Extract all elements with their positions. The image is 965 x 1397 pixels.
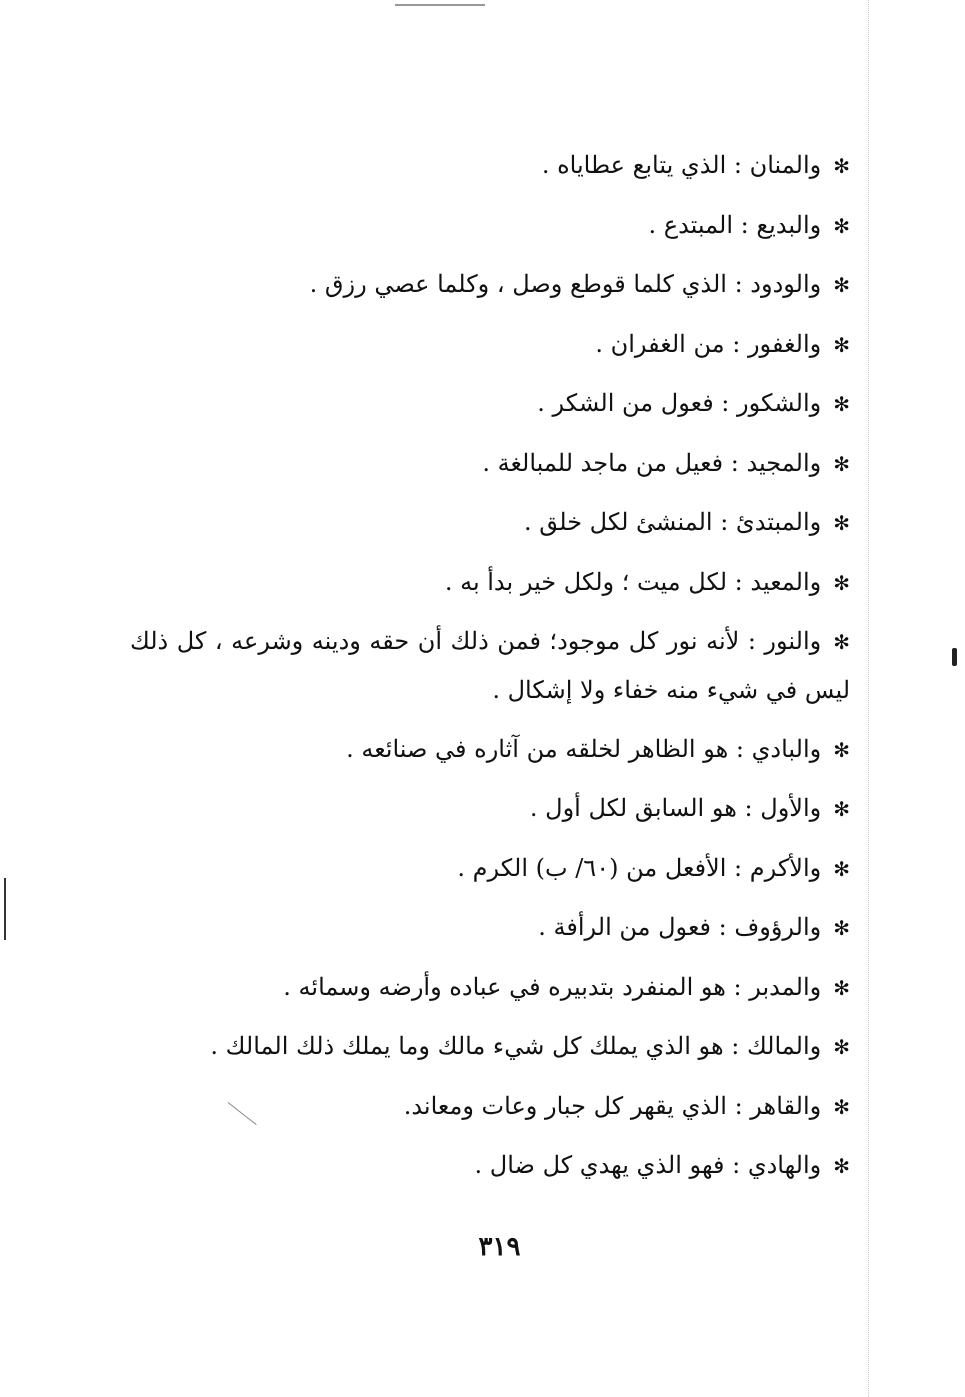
entry-ash-shakur: [130, 388, 850, 419]
entry-text: والمنان : الذي يتابع عطاياه .: [541, 151, 822, 179]
bullet-star-icon: ✻: [833, 1094, 850, 1119]
margin-mark: [952, 648, 957, 666]
entry-text: والرؤوف : فعول من الرأفة .: [538, 913, 822, 941]
entry-text: والمعيد : لكل ميت ؛ ولكل خير بدأ به .: [444, 567, 822, 596]
bullet-star-icon: ✻: [833, 213, 850, 238]
bullet-star-icon: ✻: [833, 916, 850, 940]
bullet-star-icon: ✻: [833, 154, 850, 178]
margin-dotted-line: [868, 0, 869, 1397]
entry-al-akram: [130, 853, 850, 884]
entry-text: والمجيد : فعيل من ماجد للمبالغة .: [482, 448, 822, 477]
bullet-star-icon: ✻: [833, 273, 850, 297]
entry-text: والبادي : هو الظاهر لخلقه من آثاره في صنائعه .: [346, 734, 822, 763]
entry-ar-rauf: [130, 912, 850, 943]
bullet-star-icon: ✻: [833, 797, 850, 821]
bullet-star-icon: ✻: [833, 856, 850, 881]
entry-al-badi: [130, 210, 850, 241]
bullet-star-icon: ✻: [833, 975, 850, 1000]
entry-text: والأكرم : الأفعل من (٦٠/ ب) الكرم .: [457, 853, 822, 882]
bullet-star-icon: ✻: [833, 332, 850, 357]
entry-an-nur: [130, 617, 850, 714]
bullet-star-icon: ✻: [833, 1035, 850, 1059]
entry-al-malik: [130, 1031, 850, 1062]
page-number: [0, 1232, 965, 1262]
top-rule: [395, 4, 485, 6]
bullet-star-icon: ✻: [833, 737, 850, 762]
bullet-star-icon: ✻: [833, 570, 850, 595]
entry-al-awwal: [130, 793, 850, 824]
entry-text: والشكور : فعول من الشكر .: [537, 389, 822, 417]
entry-al-majid: [130, 448, 850, 479]
entry-text: والغفور : من الغفران .: [595, 329, 822, 358]
entry-text: والقاهر : الذي يقهر كل جبار وعات ومعاند.: [403, 1091, 822, 1120]
entry-text: والمدبر : هو المنفرد بتدبيره في عباده وأرضه وسمائه .: [283, 972, 822, 1001]
entry-text: والبديع : المبتدع .: [648, 210, 822, 239]
entry-al-hadi: [130, 1150, 850, 1181]
entry-al-wadud: [130, 269, 850, 300]
entry-text: والنور : لأنه نور كل موجود؛ فمن ذلك أن حقه ودينه وشرعه ، كل ذلك ليس في شيء منه خفاء ولا إشكال .: [130, 627, 850, 704]
entry-al-mannan: [130, 150, 850, 181]
entry-al-badi-2: [130, 734, 850, 765]
names-list: [130, 150, 850, 1210]
bullet-star-icon: ✻: [833, 392, 850, 416]
bullet-star-icon: ✻: [833, 511, 850, 535]
entry-al-qahir: [130, 1091, 850, 1122]
page-number-text: ٣١٩: [478, 1232, 521, 1262]
entry-text: والودود : الذي كلما قوطع وصل ، وكلما عصي رزق .: [309, 270, 822, 298]
entry-al-muid: [130, 567, 850, 598]
entry-text: والأول : هو السابق لكل أول .: [529, 794, 822, 822]
entry-text: والمبتدئ : المنشئ لكل خلق .: [524, 508, 822, 536]
entry-text: والمالك : هو الذي يملك كل شيء مالك وما يملك ذلك المالك .: [210, 1032, 822, 1060]
entry-text: والهادي : فهو الذي يهدي كل ضال .: [474, 1151, 822, 1179]
bullet-star-icon: ✻: [833, 451, 850, 476]
bullet-star-icon: ✻: [833, 630, 850, 654]
bullet-star-icon: ✻: [833, 1154, 850, 1178]
scan-artifact-bar: [4, 878, 6, 940]
entry-al-mubtadi: [130, 507, 850, 538]
entry-al-ghafur: [130, 329, 850, 360]
entry-al-mudabbir: [130, 972, 850, 1003]
